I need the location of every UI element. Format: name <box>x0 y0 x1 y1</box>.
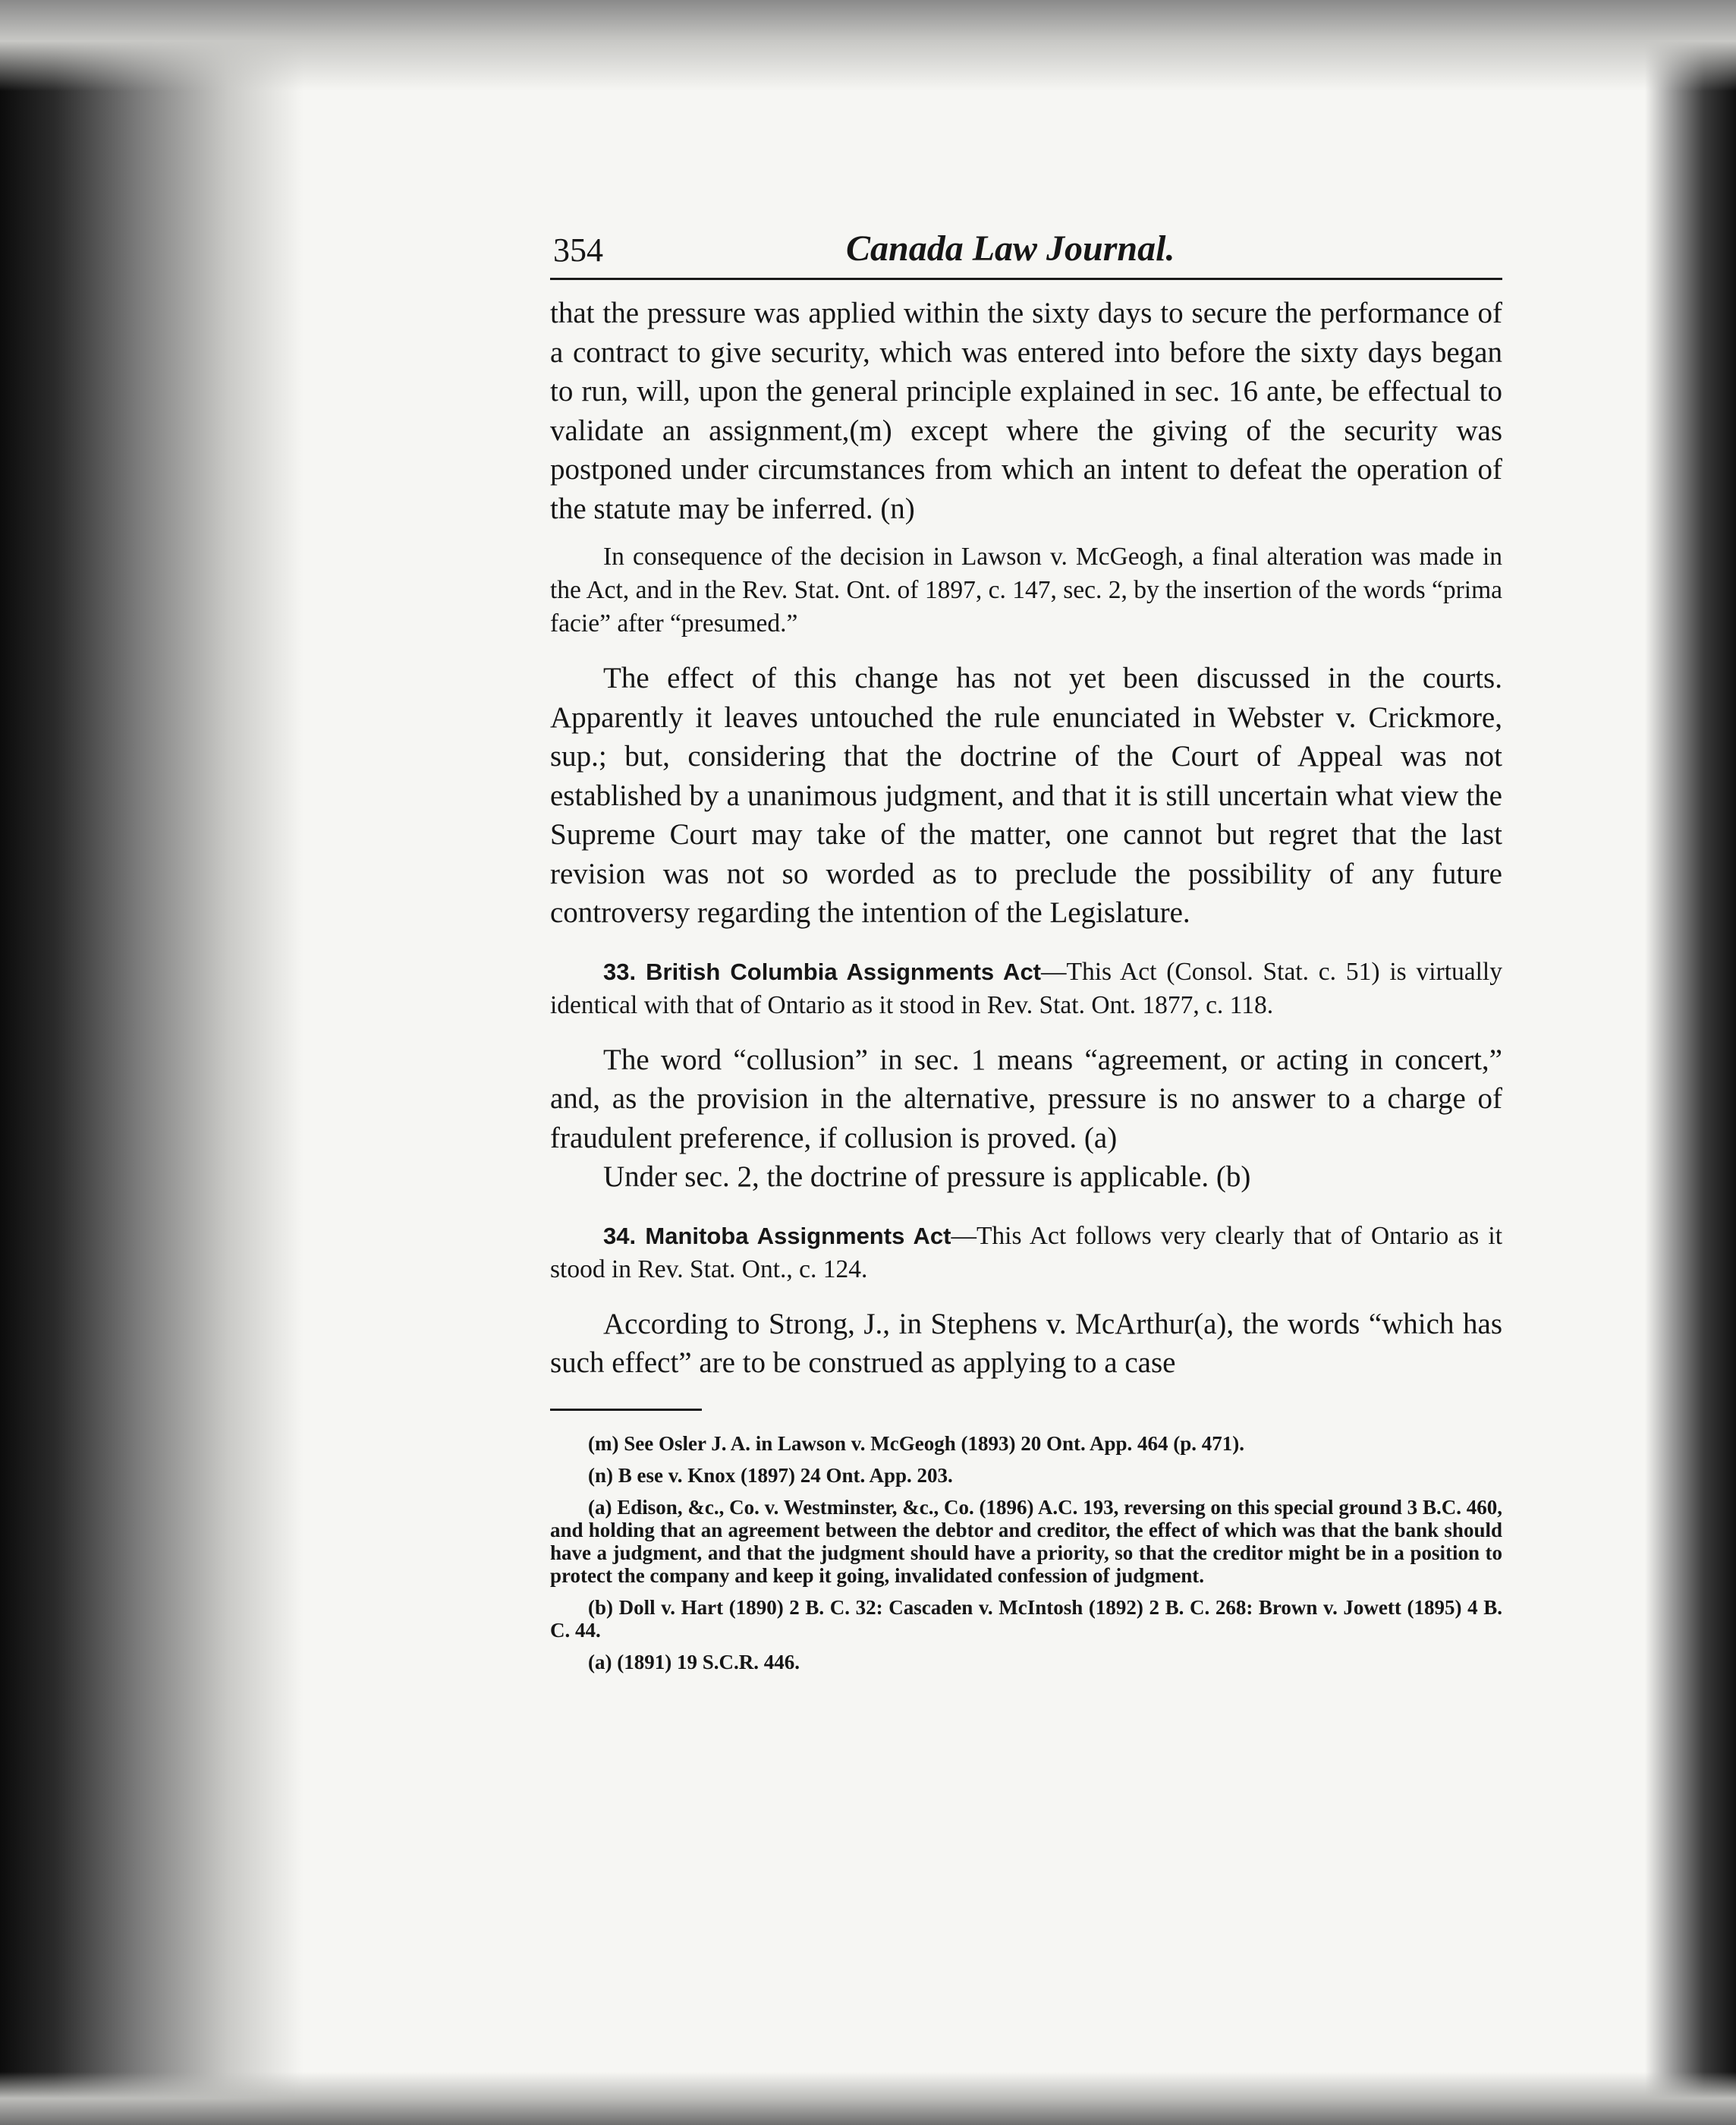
document-page <box>550 228 1502 1683</box>
page-header <box>550 228 1502 280</box>
paragraph-effect-of-change: The effect of this change has not yet been discussed in the courts. Apparently it leaves untouched the rule enunciated in Webster v. Crickmore, sup.; but, considering that the doctrine of the Court of Appeal was not established by a unanimous judgment, and that it is still uncertain what view the Supreme Court may take of the matter, one cannot but regret that the last revision was not so worded as to preclude the possibility of any future controversy regarding the intention of the Legislature. <box>550 662 1502 929</box>
paragraph-pressure: that the pressure was applied within the sixty days to secure the performance of a contract to give security, which was entered into before the sixty days began to run, will, upon the general principle explained in sec. 16 ante, be effectual to validate an assignment,(m) except where the giving of the security was postponed under circumstances from which an intent to defeat the operation of the statute may be inferred. (n) <box>550 297 1502 525</box>
footnote-b: (b) Doll v. Hart (1890) 2 B. C. 32: Cascaden v. McIntosh (1892) 2 B. C. 268: Brown v. Jowett (1895) 4 B. C. 44. <box>550 1595 1502 1642</box>
page-number: 354 <box>553 231 603 269</box>
scan-bottom-edge <box>0 2072 1736 2125</box>
journal-title: Canada Law Journal. <box>846 228 1175 269</box>
section-34-text: —This Act follows very clearly that of Ontario as it stood in Rev. Stat. Ont., c. 124. <box>550 1221 1502 1283</box>
section-33-heading: 33. British Columbia Assignments Act <box>603 958 1042 985</box>
footnote-n: (n) B ese v. Knox (1897) 24 Ont. App. 203. <box>588 1463 953 1487</box>
footnote-a-scr: (a) (1891) 19 S.C.R. 446. <box>588 1650 800 1673</box>
footnote-m: (m) See Osler J. A. in Lawson v. McGeogh (1893) 20 Ont. App. 464 (p. 471). <box>588 1431 1245 1455</box>
footnote-a: (a) Edison, &c., Co. v. Westminster, &c., Co. (1896) A.C. 193, reversing on this special ground 3 B.C. 460, and holding that an agreement between the debtor and creditor, the effect of which was that the bank should have a judgment, and that the judgment should have a priority, so that the creditor might be in a position to protect the company and keep it going, invalidated confession of judgment. <box>550 1495 1502 1587</box>
scan-left-edge <box>0 0 303 2125</box>
paragraph-lawson-alteration: In consequence of the decision in Lawson v. McGeogh, a final alteration was made in the Act, and in the Rev. Stat. Ont. of 1897, c. 147, sec. 2, by the insertion of the words “prima facie” after “presumed.” <box>550 543 1502 638</box>
scan-right-edge <box>1645 0 1736 2125</box>
paragraph-collusion: The word “collusion” in sec. 1 means “agreement, or acting in concert,” and, as the provision in the alternative, pressure is no answer to a charge of fraudulent preference, if collusion is proved. (a) <box>550 1043 1502 1154</box>
section-33-text: —This Act (Consol. Stat. c. 51) is virtually identical with that of Ontario as it stood in Rev. Stat. Ont. 1877, c. 118. <box>550 957 1502 1019</box>
paragraph-doctrine-of-pressure: Under sec. 2, the doctrine of pressure is applicable. (b) <box>603 1160 1251 1193</box>
section-34 <box>550 1220 1502 1286</box>
footnote-divider <box>550 1409 702 1411</box>
paragraph-stephens-mcarthur: According to Strong, J., in Stephens v. McArthur(a), the words “which has such effect” are to be construed as applying to a case <box>550 1307 1502 1379</box>
scan-top-edge <box>0 0 1736 91</box>
section-34-heading: 34. Manitoba Assignments Act <box>603 1222 951 1249</box>
section-33 <box>550 955 1502 1022</box>
